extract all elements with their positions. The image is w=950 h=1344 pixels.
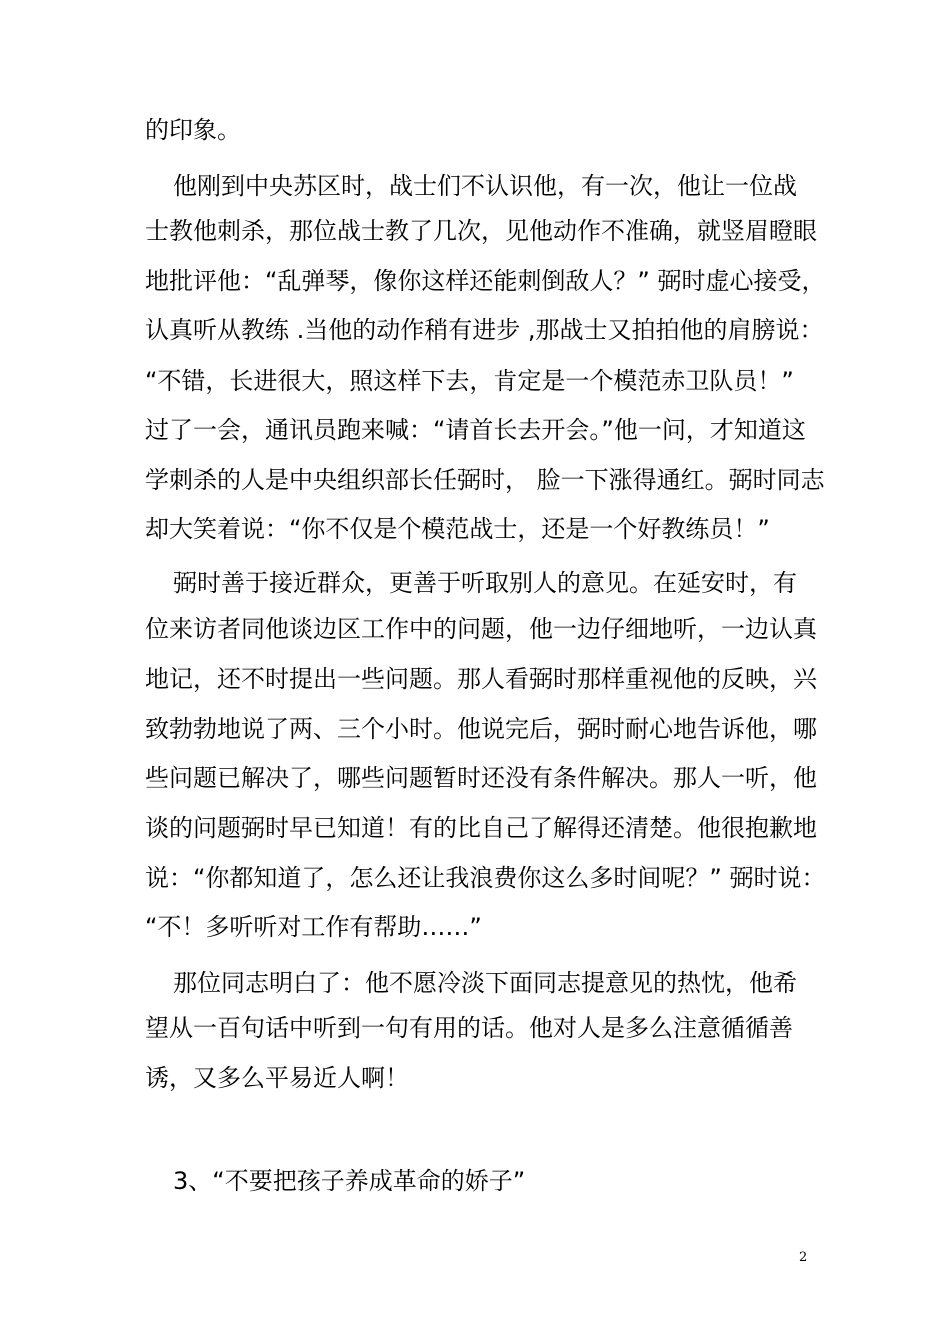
text-line: 认真听从教练 .当他的动作稍有进步 ,那战士又拍拍他的肩膀说： <box>145 316 824 344</box>
text-line: 学刺杀的人是中央组织部长任弼时， 脸一下涨得通红。弼时同志 <box>145 466 825 494</box>
page-number: 2 <box>799 1250 808 1265</box>
text-line: 士教他刺杀，那位战士教了几次，见他动作不准确，就竖眉瞪眼 <box>145 217 817 245</box>
text-line: 却大笑着说：“你不仅是个模范战士，还是一个好教练员！” <box>145 515 770 543</box>
text-line: 的印象。 <box>145 116 241 144</box>
text-line: 地批评他：“乱弹琴，像你这样还能刺倒敌人？” 弼时虚心接受， <box>145 267 826 295</box>
text-line: 谈的问题弼时早已知道！有的比自己了解得还清楚。他很抱歉地 <box>145 814 817 842</box>
text-line: 地记，还不时提出一些问题。那人看弼时那样重视他的反映，兴 <box>145 665 817 693</box>
text-line: 些问题已解决了，哪些问题暂时还没有条件解决。那人一听，他 <box>145 764 817 792</box>
text-line: 他刚到中央苏区时，战士们不认识他，有一次，他让一位战 <box>173 172 797 200</box>
section-heading: 3、“不要把孩子养成革命的娇子” <box>173 1167 526 1195</box>
text-line: 位来访者同他谈边区工作中的问题，他一边仔细地听，一边认真 <box>145 615 817 643</box>
text-line: 那位同志明白了：他不愿冷淡下面同志提意见的热忱，他希 <box>173 969 797 997</box>
text-line: 致勃勃地说了两、三个小时。他说完后，弼时耐心地告诉他，哪 <box>145 715 817 743</box>
text-line: 说：“你都知道了，怎么还让我浪费你这么多时间呢？” 弼时说： <box>145 864 826 892</box>
text-line: 诱，又多么平易近人啊！ <box>145 1064 409 1092</box>
text-line: 过了一会，通讯员跑来喊：“请首长去开会。”他一问，才知道这 <box>145 416 806 444</box>
text-line: “不错，长进很大，照这样下去，肯定是一个模范赤卫队员！” <box>145 367 794 395</box>
text-line: “不！多听听对工作有帮助……” <box>145 913 482 941</box>
text-line: 望从一百句话中听到一句有用的话。他对人是多么注意循循善 <box>145 1014 793 1042</box>
text-line: 弼时善于接近群众，更善于听取别人的意见。在延安时，有 <box>173 569 797 597</box>
